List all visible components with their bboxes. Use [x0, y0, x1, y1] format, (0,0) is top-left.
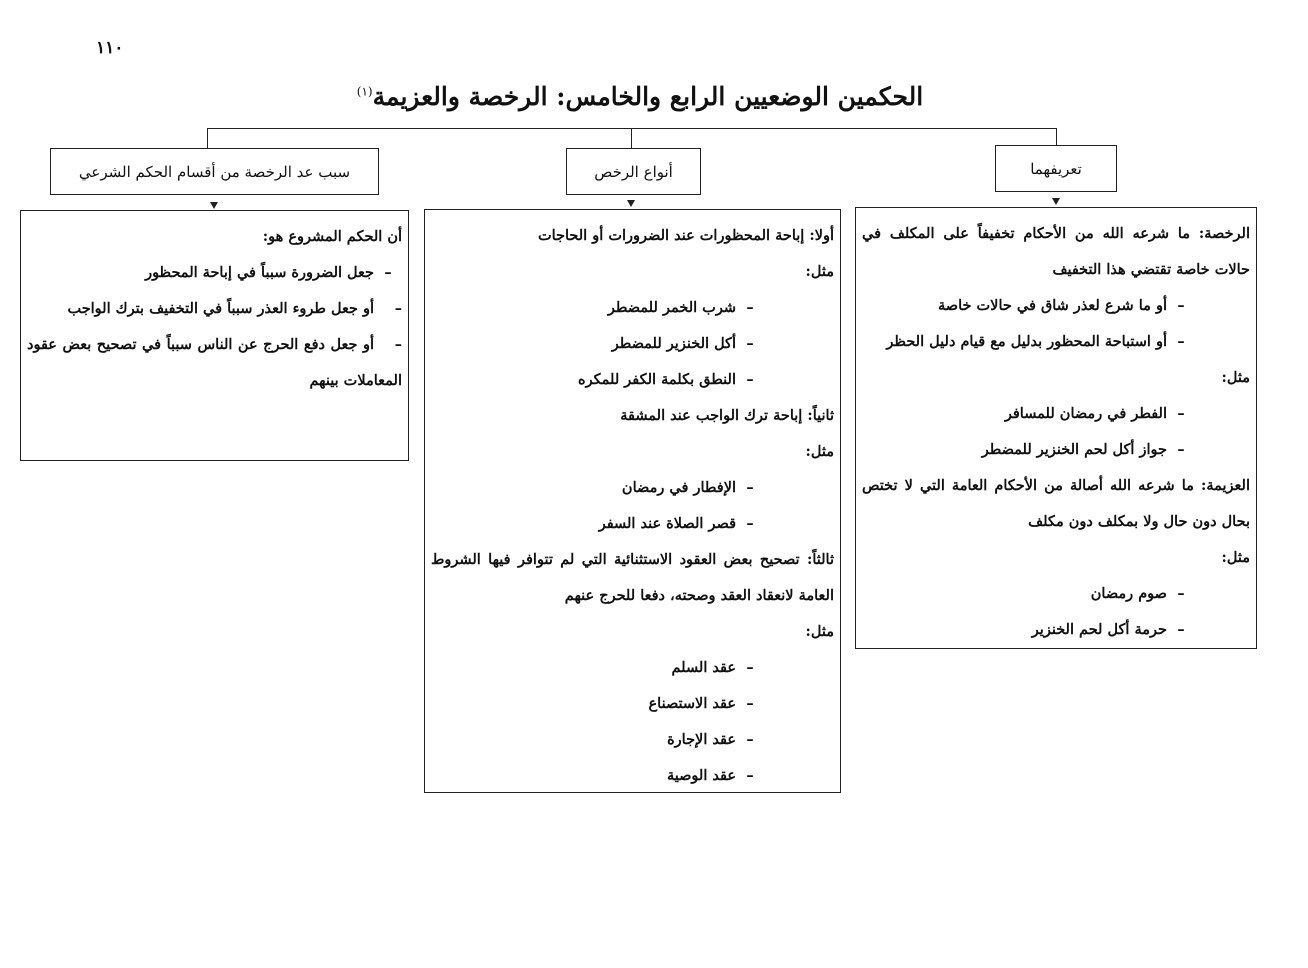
- page-number: ١١٠: [96, 38, 124, 58]
- arrow-right: [1052, 198, 1060, 205]
- definitions-box: [855, 207, 1257, 649]
- dash-marker: –: [746, 659, 754, 676]
- dash-marker: –: [394, 336, 402, 353]
- connector-left-drop: [207, 128, 208, 148]
- example-label: مثل:: [1221, 549, 1250, 566]
- dash-marker: –: [746, 515, 754, 532]
- list-item: –صوم رمضان: [862, 576, 1250, 612]
- dash-marker: –: [1177, 405, 1185, 422]
- dash-marker: –: [746, 299, 754, 316]
- dash-marker: –: [746, 731, 754, 748]
- list-item: –أو جعل طروء العذر سبباً في التخفيف بترك الواجب: [27, 291, 402, 327]
- title-footnote: (١): [356, 84, 373, 99]
- list-item: –النطق بكلمة الكفر للمكره: [431, 362, 834, 398]
- arrow-middle: [627, 200, 635, 207]
- dash-marker: –: [394, 300, 402, 317]
- reason-box: [20, 210, 409, 461]
- example-label: مثل:: [805, 623, 834, 640]
- type-third: ثالثاً: تصحيح بعض العقود الاستثنائية التي لم تتوافر فيها الشروط العامة لانعقاد العقد وصحته، دفعا للحرج عنهم: [431, 551, 834, 604]
- example-label: مثل:: [805, 263, 834, 280]
- header-middle-label: أنواع الرخص: [594, 162, 673, 181]
- list-item: –أو جعل دفع الحرج عن الناس سبباً في تصحيح بعض عقود المعاملات بينهم: [27, 327, 402, 399]
- list-item: –أو استباحة المحظور بدليل مع قيام دليل الحظر: [862, 324, 1250, 360]
- dash-marker: –: [746, 767, 754, 784]
- header-right-box: [995, 145, 1117, 192]
- header-left-label: سبب عد الرخصة من أقسام الحكم الشرعي: [78, 162, 351, 181]
- example-label: مثل:: [805, 443, 834, 460]
- dash-marker: –: [1177, 441, 1185, 458]
- list-item: –عقد السلم: [431, 650, 834, 686]
- dash-marker: –: [746, 479, 754, 496]
- list-item: –الإفطار في رمضان: [431, 470, 834, 506]
- list-item: –قصر الصلاة عند السفر: [431, 506, 834, 542]
- azima-definition: العزيمة: ما شرعه الله أصالة من الأحكام العامة التي لا تختص بحال دون حال ولا بمكلف دون مكلف: [862, 477, 1250, 530]
- rukhsa-definition: الرخصة: ما شرعه الله من الأحكام تخفيفاً على المكلف في حالات خاصة تقتضي هذا التخفيف: [862, 225, 1250, 278]
- list-item: –أو ما شرع لعذر شاق في حالات خاصة: [862, 288, 1250, 324]
- dash-marker: –: [1177, 333, 1185, 350]
- connector-top: [207, 128, 1057, 129]
- reason-intro: أن الحكم المشروع هو:: [262, 228, 402, 245]
- connector-middle-drop: [631, 128, 632, 148]
- header-middle-box: [566, 148, 701, 195]
- connector-right-drop: [1056, 128, 1057, 145]
- list-item: –جعل الضرورة سبباً في إباحة المحظور: [27, 255, 402, 291]
- type-first: أولا: إباحة المحظورات عند الضرورات أو الحاجات: [537, 227, 834, 244]
- list-item: –الفطر في رمضان للمسافر: [862, 396, 1250, 432]
- dash-marker: –: [1177, 621, 1185, 638]
- page-title: [330, 82, 950, 111]
- list-item: –عقد الوصية: [431, 758, 834, 794]
- arrow-left: [210, 202, 218, 209]
- list-item: –عقد الإجارة: [431, 722, 834, 758]
- list-item: –شرب الخمر للمضطر: [431, 290, 834, 326]
- list-item: –حرمة أكل لحم الخنزير: [862, 612, 1250, 648]
- dash-marker: –: [384, 264, 392, 281]
- dash-marker: –: [746, 371, 754, 388]
- dash-marker: –: [746, 695, 754, 712]
- header-left-box: [50, 148, 379, 195]
- header-right-label: تعريفهما: [1030, 159, 1082, 178]
- list-item: –جواز أكل لحم الخنزير للمضطر: [862, 432, 1250, 468]
- title-text: الحكمين الوضعيين الرابع والخامس: الرخصة والعزيمة: [372, 82, 924, 111]
- type-second: ثانياً: إباحة ترك الواجب عند المشقة: [620, 407, 834, 424]
- example-label: مثل:: [1221, 369, 1250, 386]
- types-box: [424, 209, 841, 793]
- list-item: –أكل الخنزير للمضطر: [431, 326, 834, 362]
- dash-marker: –: [1177, 585, 1185, 602]
- dash-marker: –: [746, 335, 754, 352]
- list-item: –عقد الاستصناع: [431, 686, 834, 722]
- dash-marker: –: [1177, 297, 1185, 314]
